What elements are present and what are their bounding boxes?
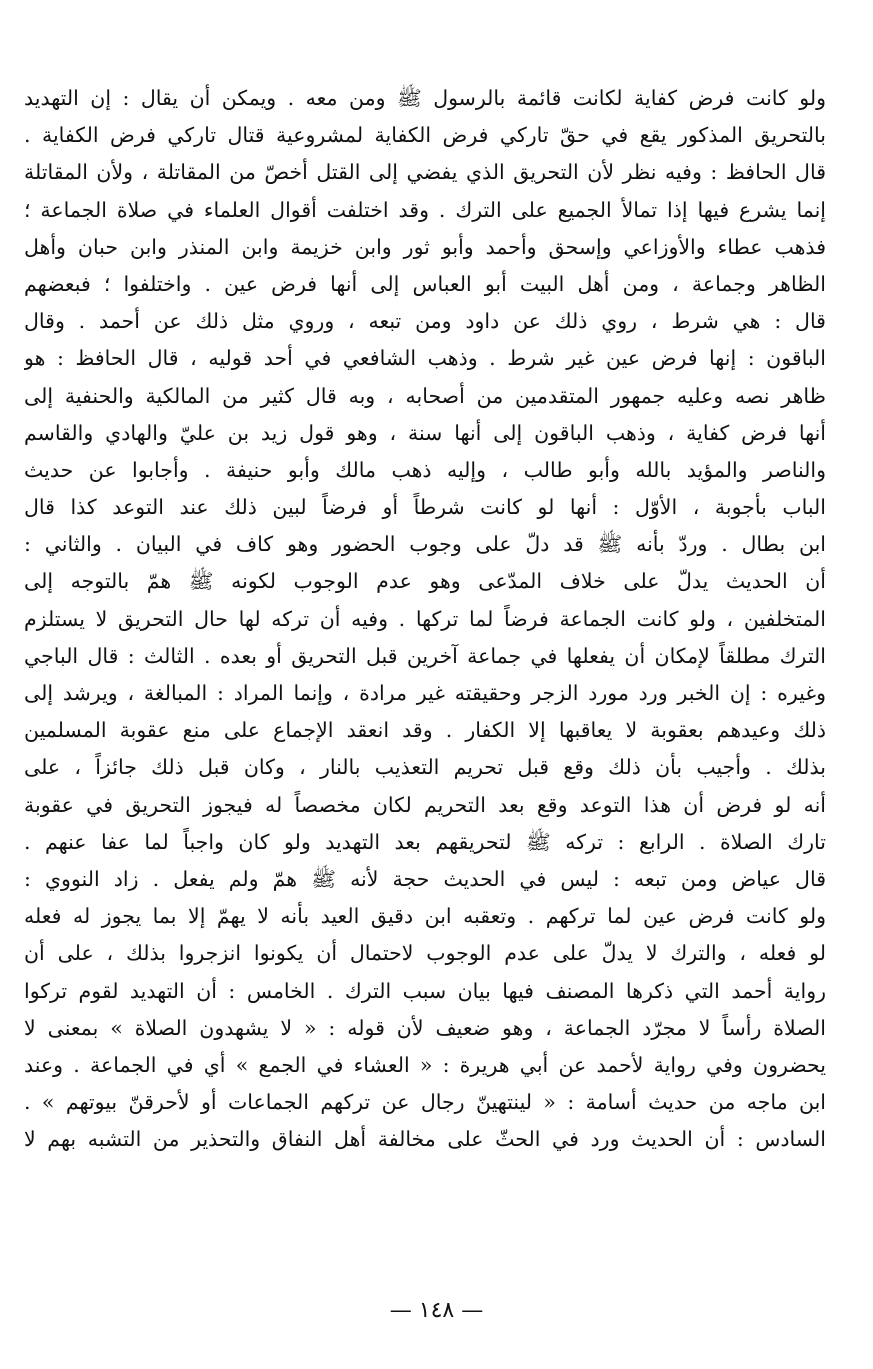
text-line: أنها فرض كفاية ، وذهب الباقون إلى أنها سنة ، وهو قول زيد بن عليّ والهادي والقاسم <box>24 420 826 445</box>
text-line: ظاهر نصه وعليه جمهور المتقدمين من أصحابه ، وبه قال كثير من المالكية والحنفية إلى <box>24 383 826 408</box>
text-line: لو فعله ، والترك لا يدلّ على عدم الوجوب لاحتمال أن يكونوا انزجروا بذلك ، على أن <box>24 941 826 966</box>
text-line: الباب بأجوبة ، الأوّل : أنها لو كانت شرطاً أو فرضاً لبين ذلك عند التوعد كذا قال <box>24 495 826 520</box>
text-line: تارك الصلاة . الرابع : تركه ﷺ لتحريقهم بعد التهديد ولو كان واجباً لما عفا عنهم . <box>24 829 826 854</box>
text-line: بذلك . وأجيب بأن ذلك وقع قبل تحريم التعذيب بالنار ، وكان قبل ذلك جائزاً ، على <box>24 755 826 780</box>
text-line: قال : هي شرط ، روي ذلك عن داود ومن تبعه ، وروي مثل ذلك عن أحمد . وقال <box>24 309 826 334</box>
text-line: الصلاة رأساً لا مجرّد الجماعة ، وهو ضعيف لأن قوله : « لا يشهدون الصلاة » بمعنى لا <box>24 1015 826 1040</box>
text-line: قال الحافظ : وفيه نظر لأن التحريق الذي يفضي إلى القتل أخصّ من المقاتلة ، ولأن المقاتلة <box>24 160 826 185</box>
text-line: ولو كانت فرض كفاية لكانت قائمة بالرسول ﷺ ومن معه . ويمكن أن يقال : إن التهديد <box>24 86 826 110</box>
text-line: ولو كانت فرض عين لما تركهم . وتعقبه ابن دقيق العيد بأنه لا يهمّ إلا بما يجوز له فعله <box>24 904 826 929</box>
text-line: وغيره : إن الخبر ورد مورد الزجر وحقيقته غير مرادة ، وإنما المراد : المبالغة ، ويرشد إلى <box>24 681 826 705</box>
text-line: قال عياض ومن تبعه : ليس في الحديث حجة لأنه ﷺ همّ ولم يفعل . زاد النووي : <box>24 866 826 891</box>
text-line: فذهب عطاء والأوزاعي وإسحق وأحمد وأبو ثور وابن خزيمة وابن المنذر وابن حبان وأهل <box>24 234 826 259</box>
text-line: والناصر والمؤيد بالله وأبو طالب ، وإليه ذهب مالك وأبو حنيفة . وأجابوا عن حديث <box>24 457 826 482</box>
text-line: الباقون : إنها فرض عين غير شرط . وذهب الشافعي في أحد قوليه ، قال الحافظ : هو <box>24 346 826 371</box>
text-line: ابن ماجه من حديث أسامة : « لينتهينّ رجال عن تركهم الجماعات أو لأحرقنّ بيوتهم » . <box>24 1090 826 1115</box>
text-line: بالتحريق المذكور يقع في حقّ تاركي فرض الكفاية لمشروعية قتال تاركي فرض الكفاية . <box>24 123 826 148</box>
text-line: ابن بطال . وردّ بأنه ﷺ قد دلّ على وجوب الحضور وهو كاف في البيان . والثاني : <box>24 532 826 557</box>
text-line: ذلك وعيدهم بعقوبة لا يعاقبها إلا الكفار . وقد انعقد الإجماع على منع عقوبة المسلمين <box>24 718 826 743</box>
text-line: السادس : أن الحديث ورد في الحثّ على مخالفة أهل النفاق والتحذير من التشبه بهم لا <box>24 1127 826 1152</box>
text-line: إنما يشرع فيها إذا تمالأ الجميع على الترك . وقد اختلفت أقوال العلماء في صلاة الجماعة ؛ <box>24 197 826 222</box>
text-line: الظاهر وجماعة ، ومن أهل البيت أبو العباس إلى أنها فرض عين . واختلفوا ؛ فبعضهم <box>24 271 826 296</box>
text-line: يحضرون وفي رواية لأحمد عن أبي هريرة : « العشاء في الجمع » أي في الجماعة . وعند <box>24 1052 826 1077</box>
page-number: — ١٤٨ — <box>389 1298 484 1323</box>
text-line: أنه لو فرض أن هذا التوعد وقع بعد التحريم لكان مخصصاً له فيجوز التحريق في عقوبة <box>24 792 826 817</box>
text-line: الترك مطلقاً لإمكان أن يفعلها في جماعة آخرين قبل التحريق أو بعده . الثالث : قال الباجي <box>24 643 826 668</box>
text-line: أن الحديث يدلّ على خلاف المدّعى وهو عدم الوجوب لكونه ﷺ همّ بالتوجه إلى <box>24 569 826 594</box>
text-line: المتخلفين ، ولو كانت الجماعة فرضاً لما تركها . وفيه أن تركه لها حال التحريق لا يستلزم <box>24 606 826 631</box>
body-text <box>24 80 826 1158</box>
text-line: رواية أحمد التي ذكرها المصنف فيها بيان سبب الترك . الخامس : أن التهديد لقوم تركوا <box>24 978 826 1003</box>
